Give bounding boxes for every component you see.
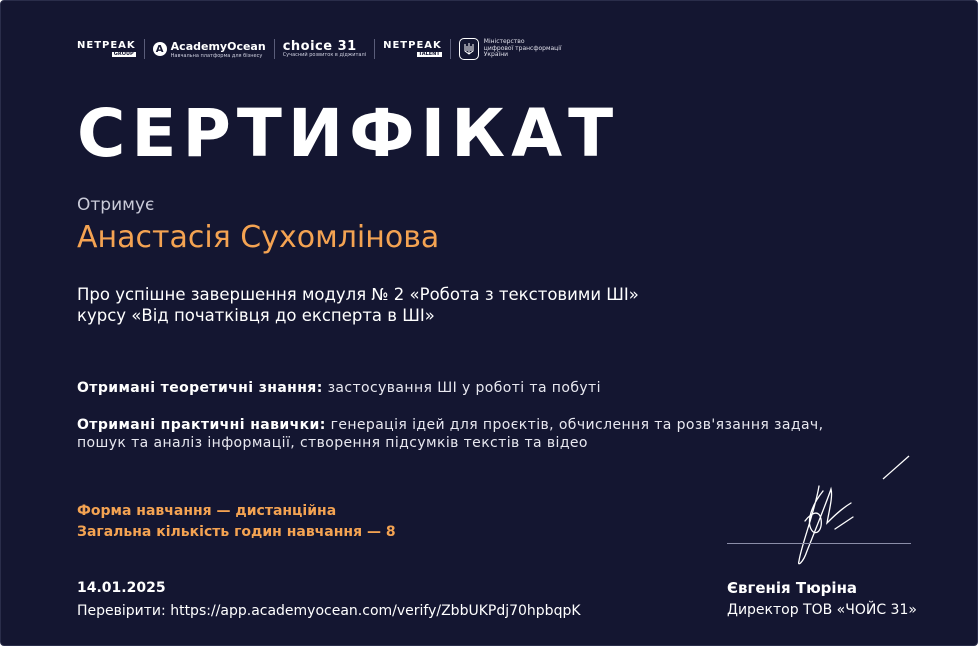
recipient-label: Отримує — [77, 195, 155, 215]
theory-knowledge — [77, 380, 601, 396]
theory-label: Отримані теоретичні знання: — [77, 380, 323, 396]
signer-role: Директор ТОВ «ЧОЙС 31» — [727, 602, 917, 618]
academy-ocean-logo: A AcademyOcean Навчальна платформа для бізнесу — [153, 40, 266, 59]
signature — [771, 451, 921, 571]
logo-divider — [450, 39, 451, 59]
trident-icon — [459, 38, 479, 60]
signer-name: Євгенія Тюріна — [727, 579, 858, 597]
practice-label: Отримані практичні навички: — [77, 417, 326, 433]
signature-line — [727, 543, 911, 544]
netpeak-talent-logo: NETPEAK TALENT — [383, 40, 442, 57]
issue-date: 14.01.2025 — [77, 580, 166, 596]
practical-skills — [77, 416, 837, 452]
study-details — [77, 501, 396, 543]
form-of-study: Форма навчання — дистанційна — [77, 503, 337, 519]
logo-divider — [274, 39, 275, 59]
theory-value: застосування ШІ у роботі та побуті — [327, 380, 601, 396]
verify-link[interactable]: https://app.academyocean.com/verify/ZbbUKPdj70hpbqpK — [170, 603, 581, 619]
choice31-logo: choice 31 Сучасний розвиток в діджиталі — [282, 39, 367, 58]
netpeak-group-logo: NETPEAK GROUP — [77, 40, 136, 57]
verify-label: Перевірити: — [77, 603, 166, 619]
recipient-name: Анастасія Сухомлінова — [77, 220, 440, 255]
logo-divider — [144, 39, 145, 59]
practice-value: генерація ідей для проєктів, обчислення та розв'язання задач, пошук та аналіз інформації, створення підсумків текстів та відео — [77, 417, 824, 451]
logo-divider — [374, 39, 375, 59]
partner-logos — [77, 35, 562, 63]
total-hours: Загальна кількість годин навчання — 8 — [77, 524, 396, 540]
certificate-title: СЕРТИФІКАТ — [77, 95, 620, 172]
module-description: Про успішне завершення модуля № 2 «Робота з текстовими ШІ» курсу «Від початківця до експерта в ШІ» — [77, 285, 639, 325]
verify-line — [77, 603, 581, 619]
ministry-logo: Міністерство цифрової трансформації України — [459, 38, 562, 60]
academy-ocean-mark-icon: A — [153, 42, 167, 56]
